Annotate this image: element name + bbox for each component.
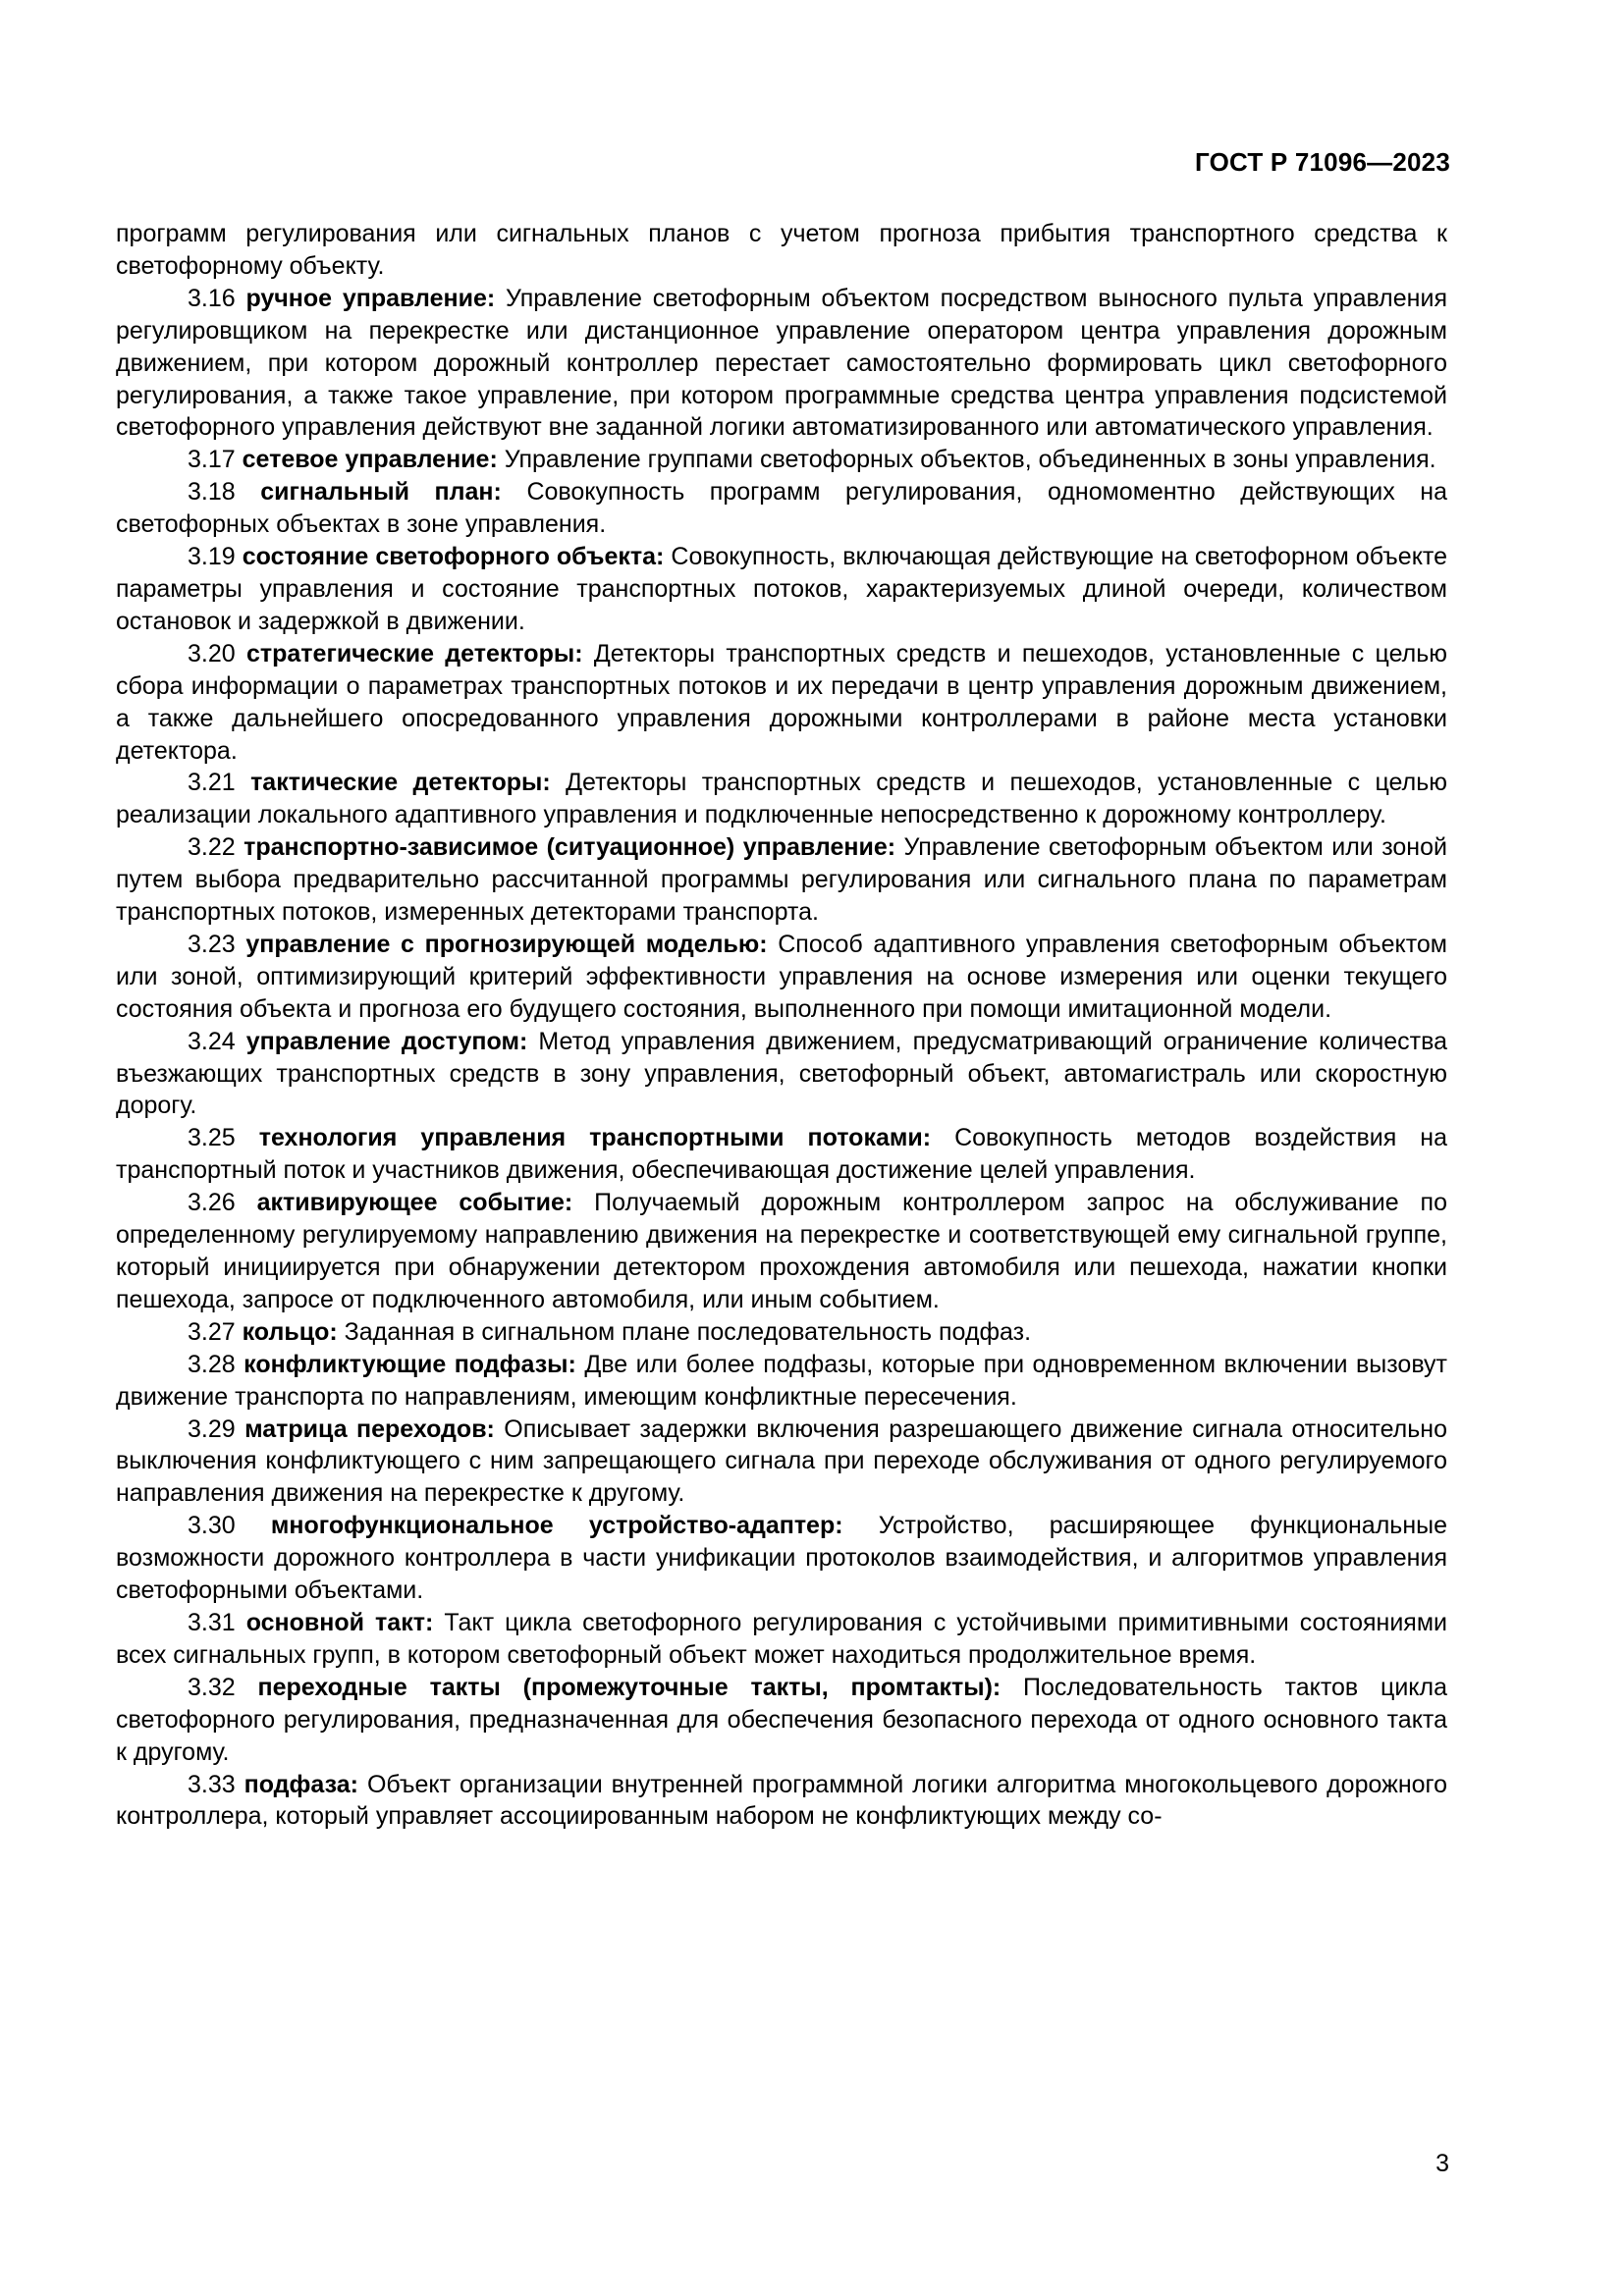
- definitions-list: [116, 283, 1447, 1834]
- entry-definition: Способ адаптивного управления светофорным объектом или зоной, оптимизирующий критерий эффективности управления на основе измерения или оценки текущего состояния объекта и прогноза его будущего состояния, выполненного при помощи имитационной модели.: [116, 930, 1447, 1023]
- document-header: ГОСТ Р 71096—2023: [1195, 147, 1450, 177]
- entry-definition: Заданная в сигнальном плане последовательность подфаз.: [344, 1317, 1032, 1346]
- entry-term: основной такт:: [245, 1608, 434, 1636]
- entry-definition: Описывает задержки включения разрешающего движение сигнала относительно выключения конфликтующего с ним запрещающего сигнала при переходе обслуживания от одного регулируемого направления движения на перекрестке к другому.: [116, 1415, 1447, 1508]
- entry-term: стратегические детекторы:: [245, 639, 583, 667]
- definition-entry: [116, 541, 1447, 638]
- definition-entry: [116, 831, 1447, 929]
- entry-term: активирующее событие:: [256, 1189, 573, 1217]
- entry-number: 3.23: [188, 930, 236, 958]
- entry-number: 3.21: [188, 769, 236, 797]
- entry-term: кольцо:: [242, 1317, 338, 1346]
- definition-entry: [116, 1510, 1447, 1607]
- entry-number: 3.28: [188, 1350, 236, 1378]
- definition-entry: [116, 444, 1447, 476]
- entry-definition: Управление светофорным объектом посредством выносного пульта управления регулировщиком на перекрестке или дистанционное управление оператором центра управления дорожным движением, при котором дорожный контроллер перестает самостоятельно формировать цикл светофорного регулирования, а также такое управление, при котором программные средства центра управления подсистемой светофорного управления действуют вне заданной логики автоматизированного или автоматического управления.: [116, 284, 1447, 442]
- entry-definition: Совокупность, включающая действующие на светофорном объекте параметры управления и состояние транспортных потоков, характеризуемых длиной очереди, количеством остановок и задержкой в движении.: [116, 543, 1448, 635]
- entry-number: 3.19: [188, 543, 236, 571]
- entry-definition: Метод управления движением, предусматривающий ограничение количества въезжающих транспортных средств в зону управления, светофорный объект, автомагистраль или скоростную дорогу.: [116, 1027, 1448, 1120]
- entry-definition: Детекторы транспортных средств и пешеходов, установленные с целью реализации локального адаптивного управления и подключенные непосредственно к дорожному контроллеру.: [116, 769, 1447, 829]
- entry-term: транспортно-зависимое (ситуационное) управление:: [244, 833, 896, 862]
- entry-term: технология управления транспортными потоками:: [258, 1124, 932, 1152]
- entry-term: сетевое управление:: [242, 446, 498, 474]
- definition-entry: [116, 1122, 1447, 1187]
- entry-term: ручное управление:: [245, 284, 496, 312]
- intro-paragraph: программ регулирования или сигнальных планов с учетом прогноза прибытия транспортного средства к светофорному объекту.: [116, 220, 1447, 280]
- entry-definition: Объект организации внутренней программной логики алгоритма многокольцевого дорожного контроллера, который управляет ассоциированным набором не конфликтующих между со-: [116, 1770, 1448, 1831]
- entry-number: 3.24: [188, 1027, 236, 1055]
- definition-entry: [116, 476, 1447, 541]
- entry-definition: Две или более подфазы, которые при одновременном включении вызовут движение транспорта по направлениям, имеющим конфликтные пересечения.: [116, 1350, 1448, 1411]
- page-number: 3: [1435, 2150, 1449, 2177]
- entry-definition: Совокупность методов воздействия на транспортный поток и участников движения, обеспечивающая достижение целей управления.: [116, 1124, 1447, 1185]
- entry-number: 3.18: [188, 478, 236, 507]
- entry-number: 3.16: [188, 284, 236, 312]
- definition-entry: [116, 1316, 1447, 1349]
- entry-term: управление с прогнозирующей моделью:: [245, 930, 768, 958]
- entry-number: 3.33: [188, 1770, 236, 1798]
- entry-term: управление доступом:: [245, 1027, 528, 1055]
- definition-entry: [116, 1026, 1447, 1123]
- entry-number: 3.17: [188, 446, 236, 474]
- entry-definition: Получаемый дорожным контроллером запрос на обслуживание по определенному регулируемому направлению движения на перекрестке и соответствующей ему сигнальной группе, который инициируется при обнаружении детектором прохождения автомобиля или пешехода, нажатии кнопки пешехода, запросе от подключенного автомобиля, или иным событием.: [116, 1189, 1447, 1313]
- entry-number: 3.30: [188, 1512, 236, 1540]
- entry-definition: Управление группами светофорных объектов, объединенных в зоны управления.: [504, 446, 1436, 474]
- entry-number: 3.32: [188, 1673, 236, 1701]
- entry-definition: Последовательность тактов цикла светофорного регулирования, предназначенная для обеспечения безопасного перехода от одного основного такта к другому.: [116, 1673, 1447, 1766]
- entry-term: конфликтующие подфазы:: [244, 1350, 576, 1378]
- entry-number: 3.26: [188, 1189, 236, 1217]
- definition-entry: [116, 1414, 1447, 1511]
- definition-entry: [116, 1187, 1447, 1316]
- entry-term: подфаза:: [244, 1770, 358, 1798]
- entry-definition: Совокупность программ регулирования, одномоментно действующих на светофорных объектах в зоне управления.: [116, 478, 1448, 539]
- definition-entry: [116, 767, 1447, 831]
- entry-definition: Устройство, расширяющее функциональные возможности дорожного контроллера в части унификации протоколов взаимодействия, и алгоритмов управления светофорными объектами.: [116, 1512, 1447, 1605]
- entry-definition: Такт цикла светофорного регулирования с устойчивыми примитивными состояниями всех сигнальных групп, в котором светофорный объект может находиться продолжительное время.: [116, 1608, 1447, 1669]
- entry-term: тактические детекторы:: [250, 769, 551, 797]
- definition-entry: [116, 638, 1447, 768]
- definition-entry: [116, 283, 1447, 445]
- entry-number: 3.27: [188, 1317, 236, 1346]
- entry-definition: Управление светофорным объектом или зоной путем выбора предварительно рассчитанной программы регулирования или сигнального плана по параметрам транспортных потоков, измеренных детекторами транспорта.: [116, 833, 1447, 927]
- entry-term: сигнальный план:: [260, 478, 502, 507]
- entry-number: 3.22: [188, 833, 236, 862]
- entry-term: многофункциональное устройство-адаптер:: [270, 1512, 843, 1540]
- entry-number: 3.29: [188, 1415, 236, 1443]
- entry-number: 3.20: [188, 639, 236, 667]
- definition-entry: [116, 1672, 1447, 1769]
- definition-entry: [116, 1349, 1447, 1414]
- definition-entry: [116, 929, 1447, 1026]
- entry-term: матрица переходов:: [244, 1415, 495, 1443]
- definition-entry: [116, 1607, 1447, 1672]
- entry-number: 3.25: [188, 1124, 236, 1152]
- entry-definition: Детекторы транспортных средств и пешеходов, установленные с целью сбора информации о параметрах транспортных потоков и их передачи в центр управления дорожным движением, а также дальнейшего опосредованного управления дорожными контроллерами в районе места установки детектора.: [116, 639, 1448, 765]
- entry-term: состояние светофорного объекта:: [242, 543, 665, 571]
- document-body: [116, 218, 1447, 1833]
- definition-entry: [116, 1769, 1447, 1834]
- entry-number: 3.31: [188, 1608, 236, 1636]
- entry-term: переходные такты (промежуточные такты, промтакты):: [257, 1673, 1001, 1701]
